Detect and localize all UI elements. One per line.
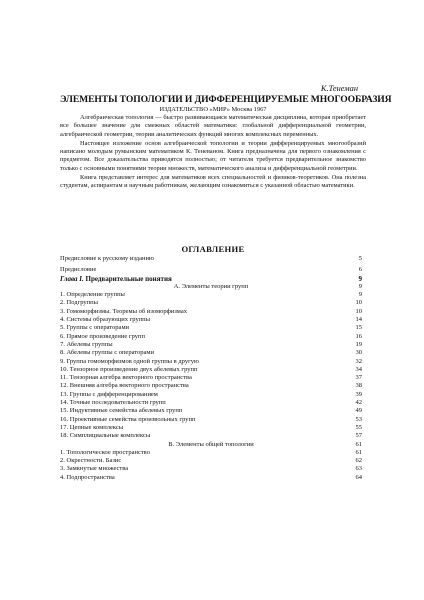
- toc-page-number: 38: [355, 382, 362, 390]
- toc-entry-text: 6. Прямое произведение групп: [60, 332, 145, 340]
- toc-entry-title: [60, 382, 189, 390]
- toc-page-number: 30: [355, 349, 362, 357]
- toc-entry-title: [60, 275, 172, 283]
- toc-page-number: 9: [358, 282, 362, 290]
- toc-entry-title: [60, 324, 129, 332]
- toc-entry-title: [60, 349, 154, 357]
- toc-page-number: 15: [355, 324, 362, 332]
- toc-entry-text: 18. Симплициальные комплексы: [60, 432, 151, 440]
- abstract: [60, 114, 366, 192]
- toc-entry-text: А. Элементы теории групп: [173, 282, 249, 290]
- toc-page-number: 39: [355, 390, 362, 398]
- toc-entry-title: [60, 299, 98, 307]
- toc-entry-title: [60, 374, 192, 382]
- toc-entry-title: [60, 308, 187, 316]
- toc-entry: [60, 424, 362, 432]
- toc-entry: [60, 316, 362, 324]
- toc-page-number: 10: [355, 299, 362, 307]
- toc-entry: [60, 399, 362, 407]
- toc-page-number: 53: [355, 415, 362, 423]
- toc-page-number: 55: [355, 423, 362, 431]
- abstract-paragraph: Книга представляет интерес для математиков всех специальностей и физиков-теоретиков. Она полезна студентам, аспирантам и научным работникам, желающим ознакомиться с указанной областью математики.: [60, 174, 366, 190]
- toc-entry-text: В. Элементы общей топологии: [168, 440, 254, 448]
- toc-entry: [60, 291, 362, 299]
- toc-entry-text: 3. Гомоморфизмы. Теоремы об изоморфизмах: [60, 307, 187, 315]
- toc-page-number: 32: [355, 357, 362, 365]
- toc-page-number: 42: [355, 399, 362, 407]
- toc-heading: ОГЛАВЛЕНИЕ: [181, 244, 245, 254]
- toc-entry: [60, 324, 362, 332]
- toc-entry-text: 1. Топологическое пространство: [60, 448, 150, 456]
- publisher-line: ИЗДАТЕЛЬСТВО «МИР» Москва 1967: [159, 106, 267, 113]
- toc-entry-text: 7. Абелевы группы: [60, 340, 113, 348]
- toc-page-number: 64: [355, 473, 362, 481]
- toc-entry-text: 4. Подпространства: [60, 473, 115, 481]
- toc-entry-text: 2. Подгруппы: [60, 299, 98, 307]
- toc-entry: [60, 391, 362, 399]
- toc-entry-title: [60, 407, 182, 415]
- toc-section: [60, 441, 362, 449]
- toc-entry-title: [60, 341, 113, 349]
- table-of-contents: [60, 255, 362, 482]
- toc-page-number: 9: [358, 274, 362, 283]
- toc-entry-text: 3. Замкнутые множества: [60, 465, 129, 473]
- toc-entry: [60, 299, 362, 307]
- toc-page-number: 62: [355, 457, 362, 465]
- abstract-paragraph: Алгебраическая топология — быстро развивающаяся математическая дисциплина, которая приобретает все большее значение для смежных областей математики: глобальной дифференциальной геометрии, алгебраической геометрии, теории аналитических функций многих комплексных переменных.: [60, 114, 366, 138]
- toc-page-number: 49: [355, 407, 362, 415]
- toc-entry-text: 14. Точные последовательности групп: [60, 399, 166, 407]
- toc-entry-text: 10. Тензорное произведение двух абелевых групп: [60, 365, 198, 373]
- toc-entry: [60, 407, 362, 415]
- toc-entry-title: [60, 416, 195, 424]
- toc-entry: [60, 349, 362, 357]
- toc-entry-title: [60, 266, 96, 274]
- toc-entry: [60, 266, 362, 274]
- toc-entry-title: [168, 441, 254, 449]
- toc-entry-title: [60, 465, 128, 473]
- toc-page-number: 10: [355, 307, 362, 315]
- toc-entry: [60, 465, 362, 473]
- toc-entry: [60, 449, 362, 457]
- toc-chapter-prefix: Глава I.: [60, 274, 84, 283]
- toc-entry-title: [60, 424, 123, 432]
- toc-entry-text: 11. Тензорная алгебра векторного пространства: [60, 374, 192, 382]
- toc-entry-title: [60, 457, 121, 465]
- toc-page-number: 37: [355, 374, 362, 382]
- toc-entry-title: [60, 255, 154, 263]
- toc-entry: [60, 255, 362, 263]
- toc-page-number: 6: [358, 266, 362, 274]
- toc-entry-title: [60, 358, 199, 366]
- toc-chapter: [60, 275, 362, 283]
- author-name: К.Тенеман: [320, 84, 358, 93]
- toc-entry-text: Предисловие: [60, 266, 97, 274]
- toc-entry-title: [60, 432, 150, 440]
- toc-entry: [60, 308, 362, 316]
- toc-entry: [60, 366, 362, 374]
- toc-entry-title: [60, 391, 158, 399]
- toc-entry-title: [60, 316, 150, 324]
- toc-entry-text: 15. Индуктивные семейства абелевых групп: [60, 407, 183, 415]
- toc-entry-text: 8. Абелевы группы с операторами: [60, 349, 155, 357]
- toc-entry-text: 17. Цепные комплексы: [60, 423, 124, 431]
- toc-page-number: 34: [355, 365, 362, 373]
- toc-page-number: 16: [355, 332, 362, 340]
- toc-page-number: 14: [355, 316, 362, 324]
- toc-entry-title: [60, 449, 150, 457]
- toc-entry: [60, 374, 362, 382]
- toc-page-number: 57: [355, 432, 362, 440]
- toc-entry-text: Предисловие к русскому изданию: [60, 255, 154, 262]
- toc-entry: [60, 333, 362, 341]
- toc-page-number: 5: [358, 255, 362, 262]
- toc-entry-title: [60, 333, 145, 341]
- toc-entry-text: 1. Определение группы: [60, 291, 125, 299]
- toc-entry: [60, 416, 362, 424]
- abstract-paragraph: Настоящее изложение основ алгебраической топологии и теории дифференцируемых многообразий написано молодым румынским математиком К. Теневаном. Книга предназначена для первого ознакомления с предметом. Все доказательства приводятся полностью; от читателя требуется предварительное знакомство только с основными понятиями теории множеств, математического анализа и дифференциальной геометрии.: [60, 139, 366, 172]
- toc-entry-text: 2. Окрестности. Базис: [60, 457, 122, 465]
- toc-entry: [60, 341, 362, 349]
- toc-entry-text: 13. Группы с дифференцированием: [60, 390, 158, 398]
- toc-entry: [60, 358, 362, 366]
- toc-entry-title: [174, 283, 248, 291]
- toc-page-number: 63: [355, 465, 362, 473]
- toc-entry-text: 12. Внешняя алгебра векторного пространства: [60, 382, 189, 390]
- toc-entry-title: [60, 366, 197, 374]
- toc-entry-text: 9. Группа гомоморфизмов одной группы в другую: [60, 357, 199, 365]
- toc-section: [60, 283, 362, 291]
- toc-entry-text: Предварительные понятия: [85, 274, 172, 283]
- toc-page-number: 61: [355, 448, 362, 456]
- toc-page-number: 9: [358, 291, 362, 299]
- toc-page-number: 61: [355, 440, 362, 448]
- toc-page-number: 19: [355, 340, 362, 348]
- toc-entry-title: [60, 291, 125, 299]
- toc-entry: [60, 432, 362, 440]
- toc-entry-text: 4. Системы образующих группы: [60, 316, 151, 324]
- book-title: ЭЛЕМЕНТЫ ТОПОЛОГИИ И ДИФФЕРЕНЦИРУЕМЫЕ МНОГООБРАЗИЯ: [60, 94, 392, 105]
- toc-entry-title: [60, 399, 166, 407]
- toc-entry: [60, 457, 362, 465]
- toc-entry-text: 16. Проективные семейства произвольных групп: [60, 415, 196, 423]
- toc-entry-title: [60, 474, 115, 482]
- toc-entry-text: 5. Группы с операторами: [60, 324, 130, 332]
- toc-entry: [60, 382, 362, 390]
- toc-entry: [60, 474, 362, 482]
